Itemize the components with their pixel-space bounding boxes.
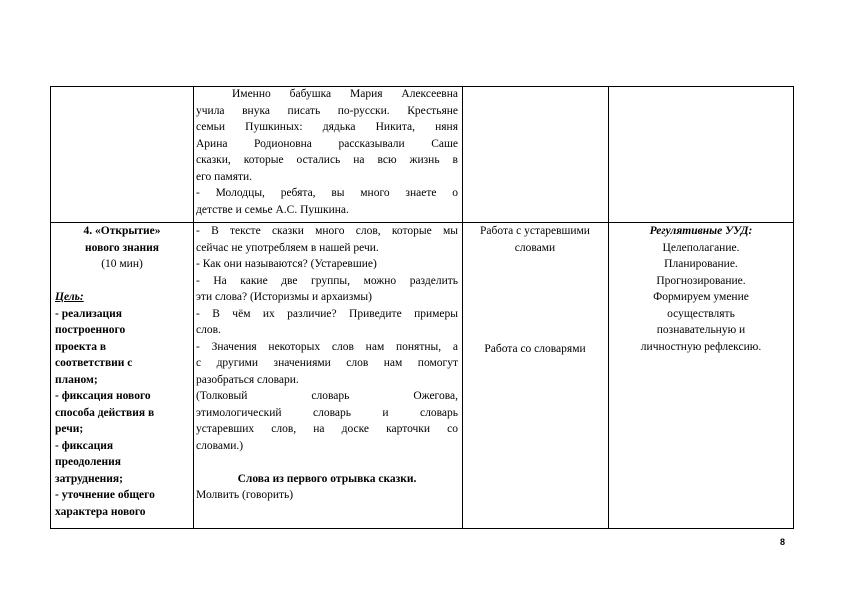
goal-line: характера нового <box>55 505 146 518</box>
text-line: учила внука писать по-русски. Крестьяне <box>196 104 458 117</box>
text-line: словами.) <box>196 439 244 452</box>
text-line: этимологический словарь и словарь <box>196 406 458 419</box>
goal-line: планом; <box>55 373 98 386</box>
text-line: - В тексте сказки много слов, которые мы <box>196 225 458 237</box>
text-line: разобраться словари. <box>196 373 299 386</box>
goal-line: построенного <box>55 324 126 336</box>
text-line: - Как они называются? (Устаревшие) <box>196 258 377 270</box>
text-line: сказки, которые остались на всю жизнь в <box>196 154 458 166</box>
goal-line: - фиксация нового <box>55 390 151 402</box>
uud-line: осуществлять <box>667 307 735 320</box>
student-activity-1-cont: словами <box>514 241 556 254</box>
goal-line: способа действия в <box>55 406 155 419</box>
student-activity-2-label: Работа со словарями <box>484 343 586 355</box>
goal-line: затруднения; <box>55 472 123 485</box>
student-activity-1: Работа с устаревшими <box>480 225 590 237</box>
column-border-1 <box>193 86 194 529</box>
stage-cell <box>55 223 189 520</box>
goal-line: проекта в <box>55 340 107 353</box>
table-bottom-border <box>50 528 794 529</box>
student-activity-2 <box>465 341 605 358</box>
text-line: устаревших слов, на доске карточки со <box>196 423 458 435</box>
goal-line: - реализация <box>55 307 122 320</box>
goal-line: преодоления <box>55 456 121 468</box>
text-line: слов. <box>196 324 221 336</box>
uud-cell <box>611 223 791 355</box>
goal-line: соответствии с <box>55 357 133 369</box>
text-line: (Толковый словарь Ожегова, <box>196 390 458 402</box>
uud-line: Прогнозирование. <box>656 274 746 287</box>
text-line: детстве и семье А.С. Пушкина. <box>196 203 349 216</box>
text-line: - Значения некоторых слов нам понятны, а <box>196 340 458 353</box>
uud-line: Целеполагание. <box>662 241 740 254</box>
text-line: Именно бабушка Мария Алексеевна <box>232 88 458 100</box>
text-line: эти слова? (Историзмы и архаизмы) <box>196 291 372 303</box>
words-heading: Слова из первого отрывка сказки. <box>237 472 417 485</box>
stage-title: 4. «Открытие» <box>83 225 161 237</box>
text-line: с другими значениями слов нам помогут <box>196 357 458 369</box>
stage-time: (10 мин) <box>101 258 143 270</box>
text-line: его памяти. <box>196 170 253 183</box>
uud-line: Формируем умение <box>653 291 749 303</box>
student-activity-cell <box>465 223 605 256</box>
uud-title: Регулятивные УУД: <box>649 225 753 237</box>
uud-line: Планирование. <box>664 258 738 270</box>
uud-line: познавательную и <box>656 324 746 336</box>
text-line: семьи Пушкиных: дядька Никита, няня <box>196 121 458 133</box>
goal-label: Цель: <box>55 291 84 303</box>
row1-teacher-text <box>196 86 458 218</box>
text-line: - На какие две группы, можно разделить <box>196 274 458 287</box>
stage-title-cont: нового знания <box>84 241 159 254</box>
uud-line: личностную рефлексию. <box>640 340 762 353</box>
column-border-3 <box>608 86 609 529</box>
teacher-activity-cell <box>196 223 458 504</box>
text-line: сейчас не употребляем в нашей речи. <box>196 241 379 254</box>
text-line: - В чём их различие? Приведите примеры <box>196 307 458 320</box>
column-border-left <box>50 86 51 529</box>
column-border-right <box>793 86 794 529</box>
goal-line: речи; <box>55 423 84 435</box>
page-number: 8 <box>780 537 786 547</box>
goal-line: - уточнение общего <box>55 489 155 501</box>
column-border-2 <box>462 86 463 529</box>
first-word: Молвить (говорить) <box>196 489 294 501</box>
text-line: Арина Родионовна рассказывали Саше <box>196 137 458 150</box>
goal-line: - фиксация <box>55 439 114 452</box>
text-line: - Молодцы, ребята, вы много знаете о <box>196 187 458 199</box>
